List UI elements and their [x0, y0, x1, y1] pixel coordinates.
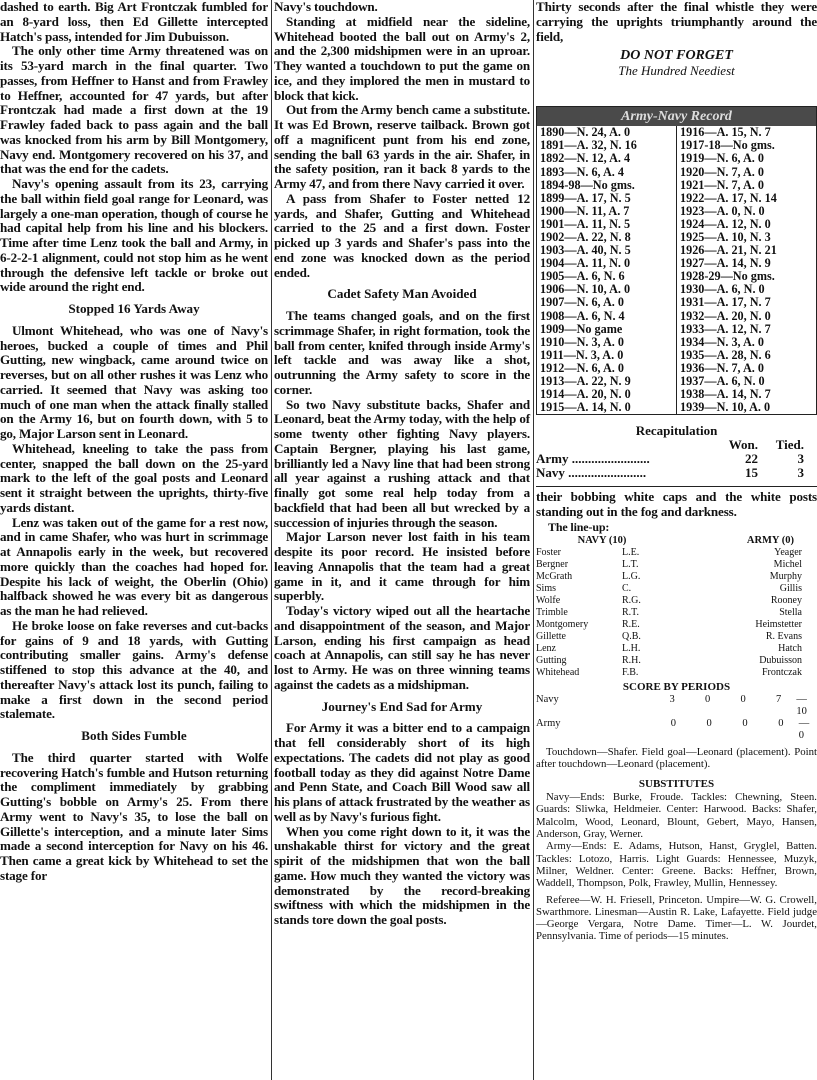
record-row	[537, 205, 816, 218]
recap-won: 22	[745, 451, 758, 467]
subheading: Stopped 16 Yards Away	[68, 301, 200, 316]
article-paragraph: The only other time Army threatened was on its 53-yard march in the final quarter. Two passes, from Heffner to Hanst and from Frawley to Heffner, accounted for 47 yards, but after Frontczak had made a first down at the 19 Frawley faded back to pass again and the ball was knocked from his arm by Bill Montgomery, Navy end. Montgomery recovered on his 37, and that was the end for the cadets.	[0, 43, 268, 177]
section-divider	[536, 486, 817, 487]
position: Q.B.	[622, 630, 641, 642]
navy-substitutes: Navy—Ends: Burke, Froude. Tackles: Chewning, Steen. Guards: Sliwka, Heldmeier. Center: Harwood. Backs: Shafer, Malcolm, Wood, Leonard, Blount, Gebert, Mayo, Hansen, Anderson, Gray, Werner.	[536, 791, 817, 841]
record-cell: 1916—A. 15, N. 7	[680, 125, 771, 140]
record-cell: 1915—A. 14, N. 0	[537, 401, 677, 414]
recap-header	[536, 438, 817, 452]
article-column-3	[536, 0, 817, 943]
navy-player: Lenz	[536, 642, 556, 654]
record-cell: 1900—N. 11, A. 7	[537, 205, 677, 218]
record-row	[537, 310, 816, 323]
army-player: Rooney	[770, 594, 802, 606]
article-paragraph: A pass from Shafer to Foster netted 12 yards, and Shafer, Gutting and Whitehead carried to the 25 and a first down. Foster picked up 3 yards and Shafer's pass into the end zone was knocked down as the period ended.	[274, 190, 530, 280]
record-row	[537, 152, 816, 165]
article-paragraph: Ulmont Whitehead, who was one of Navy's heroes, bucked a couple of times and Phil Gutting, new wingback, came around twice on reverses, but on all other rushes it was Lenz who carried. It seemed that Navy was asking too much of one man when the attack finally stalled on the Army 16, but on fourth down, with 5 to go, Major Larson sent in Leonard.	[0, 322, 268, 441]
position: L.E.	[622, 546, 640, 558]
subheading: Journey's End Sad for Army	[321, 698, 483, 714]
record-cell: 1917-18—No gms.	[680, 138, 775, 153]
record-cell: 1935—A. 28, N. 6	[680, 347, 771, 362]
article-paragraph: Navy's touchdown.	[274, 0, 378, 14]
record-cell: 1892—N. 12, A. 4	[537, 152, 677, 165]
period-score: 0	[706, 717, 712, 729]
subheading: Both Sides Fumble	[81, 728, 187, 743]
substitutes-title: SUBSTITUTES	[638, 778, 715, 791]
period-score: 0	[742, 717, 748, 729]
record-cell: 1926—A. 21, N. 21	[680, 243, 777, 258]
record-table	[537, 126, 816, 414]
record-cell: 1936—N. 7, A. 0	[680, 360, 764, 375]
record-cell: 1902—A. 22, N. 8	[537, 231, 677, 244]
recap-row-navy	[536, 466, 817, 480]
record-cell: 1903—A. 40, N. 5	[537, 244, 677, 257]
record-row	[537, 192, 816, 205]
lineup-row	[536, 547, 817, 559]
record-row	[537, 323, 816, 336]
lineup-row	[536, 631, 817, 643]
lineup-row	[536, 595, 817, 607]
lineup-row	[536, 607, 817, 619]
lineup-row	[536, 559, 817, 571]
record-cell: 1920—N. 7, A. 0	[680, 164, 764, 179]
recap-row-army	[536, 452, 817, 466]
article-column-2	[274, 0, 530, 928]
army-player: Stella	[779, 606, 802, 618]
navy-player: Gutting	[536, 654, 567, 666]
record-cell: 1905—A. 6, N. 6	[537, 270, 677, 283]
article-paragraph: So two Navy substitute backs, Shafer and Leonard, beat the Army today, with the help of some twenty other fighting Navy players. Captain Bergner, playing his last game, brilliantly led a Navy line that had been strong all year against a rushing attack and that finally got some real help today from a backfield that had been all but wrecked by a succession of injuries through the season.	[274, 396, 530, 530]
record-cell: 1922—A. 17, N. 14	[680, 190, 777, 205]
army-player: R. Evans	[765, 630, 802, 642]
lineup-row	[536, 643, 817, 655]
tied-label: Tied.	[775, 437, 804, 453]
record-cell: 1928-29—No gms.	[680, 269, 775, 284]
position: C.	[622, 582, 632, 594]
record-cell: 1894-98—No gms.	[537, 179, 677, 192]
navy-player: Gillette	[536, 630, 566, 642]
position: F.B.	[622, 666, 639, 678]
officials: Referee—W. H. Friesell, Princeton. Umpire—W. G. Crowell, Swarthmore. Linesman—Austin R. Lake, Lafayette. Field judge—George Vergara, Notre Dame. Timer—L. W. Jourdet, Pennsylvania. Time of periods—15 minutes.	[536, 893, 817, 943]
recap-team: Army ........................	[536, 451, 650, 467]
period-score: 0	[778, 717, 784, 729]
period-score: 3	[669, 693, 675, 705]
article-paragraph: Navy's opening assault from its 23, carrying the ball within field goal range for Leonard, was largely a one-man operation, though of course he had capital help from his line and his blockers. Time after time Lenz took the ball and Army, in 6-2-2-1 alignment, could not stop him as he went through the defensive left tackle or broke out wide around the right end.	[0, 176, 268, 295]
article-paragraph: Out from the Army bench came a substitute. It was Ed Brown, reserve tailback. Brown got off a magnificent punt from his end zone, sending the ball 63 yards in the air. Shafer, in the safety position, ran it back 8 yards to the Army 47, and from there Navy carried it over.	[274, 102, 530, 191]
position: R.G.	[622, 594, 641, 606]
army-navy-record-box	[536, 106, 817, 415]
position: R.T.	[622, 606, 640, 618]
lineup-row	[536, 667, 817, 679]
army-player: Gillis	[779, 582, 802, 594]
army-player: Yeager	[774, 546, 802, 558]
record-cell: 1924—A. 12, N. 0	[680, 216, 771, 231]
scoring-summary: Touchdown—Shafer. Field goal—Leonard (placement). Point after touchdown—Leonard (placement).	[536, 745, 817, 770]
record-row	[537, 401, 816, 414]
article-paragraph: Major Larson never lost faith in his team despite its poor record. He insisted before leaving Annapolis that the team had a great game in it, and it came through for him superbly.	[274, 529, 530, 604]
record-cell: 1919—N. 6, A. 0	[680, 151, 764, 166]
record-cell: 1908—A. 6, N. 4	[537, 310, 677, 323]
position: R.E.	[622, 618, 640, 630]
record-row	[537, 166, 816, 179]
period-team: Navy	[536, 693, 559, 705]
period-score: 7	[775, 693, 782, 705]
army-lineup-label: ARMY (0)	[746, 534, 794, 546]
period-score-row	[536, 718, 817, 742]
column-rule-1	[271, 0, 272, 1080]
record-cell: 1891—A. 32, N. 16	[537, 139, 677, 152]
navy-player: Sims	[536, 582, 557, 594]
lineup-header	[536, 535, 817, 547]
article-paragraph: Lenz was taken out of the game for a rest now, and in came Shafer, who was hurt in scrimmage at Annapolis early in the week, but recovered more quickly than the coaches had hoped for. Despite his lack of weight, the Oberlin (Ohio) halfback showed he was every bit as dangerous as the man he had relieved.	[0, 514, 268, 618]
period-team: Army	[536, 717, 561, 729]
record-cell: 1937—A. 6, N. 0	[680, 374, 765, 389]
navy-player: Bergner	[536, 558, 569, 570]
recap-won: 15	[745, 465, 758, 481]
position: R.H.	[622, 654, 641, 666]
army-substitutes: Army—Ends: E. Adams, Hutson, Hanst, Gryglel, Batten. Tackles: Lotozo, Harris. Light Guards: Hennessee, Muzyk, Milner, Weldner. Center: Greene. Backs: Heffner, Brown, Waddell, Thompson, Polk, Frawley, Mullin, Hennessey.	[536, 840, 817, 890]
navy-player: Whitehead	[536, 666, 580, 678]
navy-player: Trimble	[536, 606, 568, 618]
article-paragraph: Standing at midfield near the sideline, Whitehead booted the ball out on Army's 2, and the 2,300 midshipmen were in an uproar. They wanted a touchdown to put the game on ice, and they implored the men in mustard to block that kick.	[274, 13, 530, 103]
record-cell: 1904—A. 11, N. 0	[537, 257, 677, 270]
record-cell: 1911—N. 3, A. 0	[537, 349, 677, 362]
score-by-periods-title: SCORE BY PERIODS	[622, 680, 731, 693]
navy-player: Wolfe	[536, 594, 561, 606]
recap-tied: 3	[797, 465, 804, 481]
record-cell: 1930—A. 6, N. 0	[680, 282, 765, 297]
record-cell: 1899—A. 17, N. 5	[537, 192, 677, 205]
record-cell: 1914—A. 20, N. 0	[537, 388, 677, 401]
won-label: Won.	[728, 437, 758, 453]
article-paragraph: Whitehead, kneeling to take the pass from center, snapped the ball down on the 25-yard mark to the left of the goal posts and Leonard sent it straight between the uprights, thirty-five yards distant.	[0, 440, 268, 515]
record-cell: 1913—A. 22, N. 9	[537, 375, 677, 388]
position: L.G.	[622, 570, 641, 582]
lineup-row	[536, 619, 817, 631]
record-cell: 1933—A. 12, N. 7	[680, 321, 771, 336]
recap-team: Navy ........................	[536, 465, 647, 481]
lineup-row	[536, 655, 817, 667]
record-cell: 1910—N. 3, A. 0	[537, 336, 677, 349]
record-cell: 1927—A. 14, N. 9	[680, 256, 771, 271]
army-player: Heimstetter	[755, 618, 802, 630]
lineup-table	[536, 535, 817, 679]
lineup-intro: The line-up:	[548, 519, 610, 534]
article-paragraph: He broke loose on fake reverses and cut-backs for gains of 9 and 18 yards, with Gutting contributing smaller gains. Army's defense stiffened to stop this advance at the 40, and thereafter Navy's attack lost its punch, failing to make a first down in the second period stalemate.	[0, 617, 268, 722]
period-score: 0	[670, 717, 676, 729]
record-cell: 1938—A. 14, N. 7	[680, 387, 771, 402]
period-score: 0	[704, 693, 711, 705]
period-score-row	[536, 694, 817, 718]
lineup-row	[536, 571, 817, 583]
article-paragraph: When you come right down to it, it was the unshakable thirst for victory and the great spirit of the midshipmen that won the ball game. How much they wanted the victory was demonstrated by the record-breaking swiftness with which the midshipmen in the stands tore down the goal posts.	[274, 823, 530, 927]
article-column-1	[0, 0, 268, 884]
record-row	[537, 336, 816, 349]
lineup-row	[536, 583, 817, 595]
record-cell: 1932—A. 20, N. 0	[680, 308, 771, 323]
navy-lineup-label: NAVY (10)	[577, 534, 627, 546]
column-rule-2	[533, 0, 534, 1080]
army-player: Michel	[773, 558, 802, 570]
navy-player: Montgomery	[536, 618, 589, 630]
record-cell: 1939—N. 10, A. 0	[680, 400, 771, 415]
article-paragraph: The third quarter started with Wolfe recovering Hatch's fumble and Hutson returning the compliment immediately by grabbing Gutting's bobble on Army's 25. From there Army went to Navy's 35, to lose the ball on Gillette's interception, and a minute later Sims made a second interception for Navy on his 46. Then came a great kick by Whitehead to set the stage for	[0, 749, 268, 883]
record-cell: 1906—N. 10, A. 0	[537, 283, 677, 296]
position: L.H.	[622, 642, 641, 654]
record-row	[537, 296, 816, 309]
navy-player: Foster	[536, 546, 561, 558]
navy-player: McGrath	[536, 570, 573, 582]
army-player: Hatch	[778, 642, 802, 654]
army-player: Murphy	[769, 570, 802, 582]
record-cell: 1909—No game	[537, 323, 677, 336]
record-cell: 1890—N. 24, A. 0	[537, 126, 677, 139]
record-title: Army-Navy Record	[537, 107, 816, 126]
record-cell: 1934—N. 3, A. 0	[680, 334, 764, 349]
period-total: —10	[796, 693, 807, 717]
article-paragraph: Today's victory wiped out all the heartache and disappointment of the season, and Major Larson, ending his first campaign as head coach at Annapolis, can still say he has never lost to Army. He was on three winning teams against the cadets as a midshipman.	[274, 603, 530, 692]
record-cell: 1893—N. 6, A. 4	[537, 166, 677, 179]
record-cell: 1925—A. 10, N. 3	[680, 230, 771, 244]
record-cell: 1907—N. 6, A. 0	[537, 296, 677, 309]
period-total: — 0	[798, 717, 810, 741]
position: L.T.	[622, 558, 639, 570]
army-player: Frontczak	[762, 666, 802, 678]
record-cell: 1921—N. 7, A. 0	[680, 177, 764, 192]
continued-text-2: their bobbing white caps and the white posts standing out in the fog and darkness.	[536, 489, 817, 520]
period-score: 0	[740, 693, 746, 705]
do-not-forget-heading: DO NOT FORGET	[620, 48, 733, 64]
recapitulation-title: Recapitulation	[635, 423, 718, 439]
article-paragraph: For Army it was a bitter end to a campaign that fell considerably short of its high expectations. The cadets did not play as good football today as they did against Notre Dame and Penn State, and Coach Bill Wood saw all his plans of attack frustrated by the weather as well as by Navy's furious fight.	[274, 720, 530, 824]
recap-tied: 3	[797, 451, 804, 467]
article-paragraph: The teams changed goals, and on the first scrimmage Shafer, in right formation, took the ball from center, knifed through inside Army's left tackle and was away like a shot, outrunning the Army safety to score in the corner.	[274, 308, 530, 397]
record-cell: 1931—A. 17, N. 7	[680, 295, 771, 310]
record-cell: 1923—A. 0, N. 0	[680, 203, 765, 218]
record-cell: 1901—A. 11, N. 5	[537, 218, 677, 231]
record-row	[537, 349, 816, 362]
subheading: Cadet Safety Man Avoided	[327, 286, 477, 302]
army-player: Dubuisson	[759, 654, 802, 666]
record-cell: 1912—N. 6, A. 0	[537, 362, 677, 375]
hundred-neediest-caption: The Hundred Neediest	[618, 63, 735, 79]
continued-text: Thirty seconds after the final whistle they were carrying the uprights triumphantly around the field,	[536, 0, 817, 44]
article-paragraph: dashed to earth. Big Art Frontczak fumbled for an 8-yard loss, then Ed Gillette intercepted Hatch's pass, intended for Jim Dubuisson.	[0, 0, 268, 44]
record-row	[537, 179, 816, 192]
